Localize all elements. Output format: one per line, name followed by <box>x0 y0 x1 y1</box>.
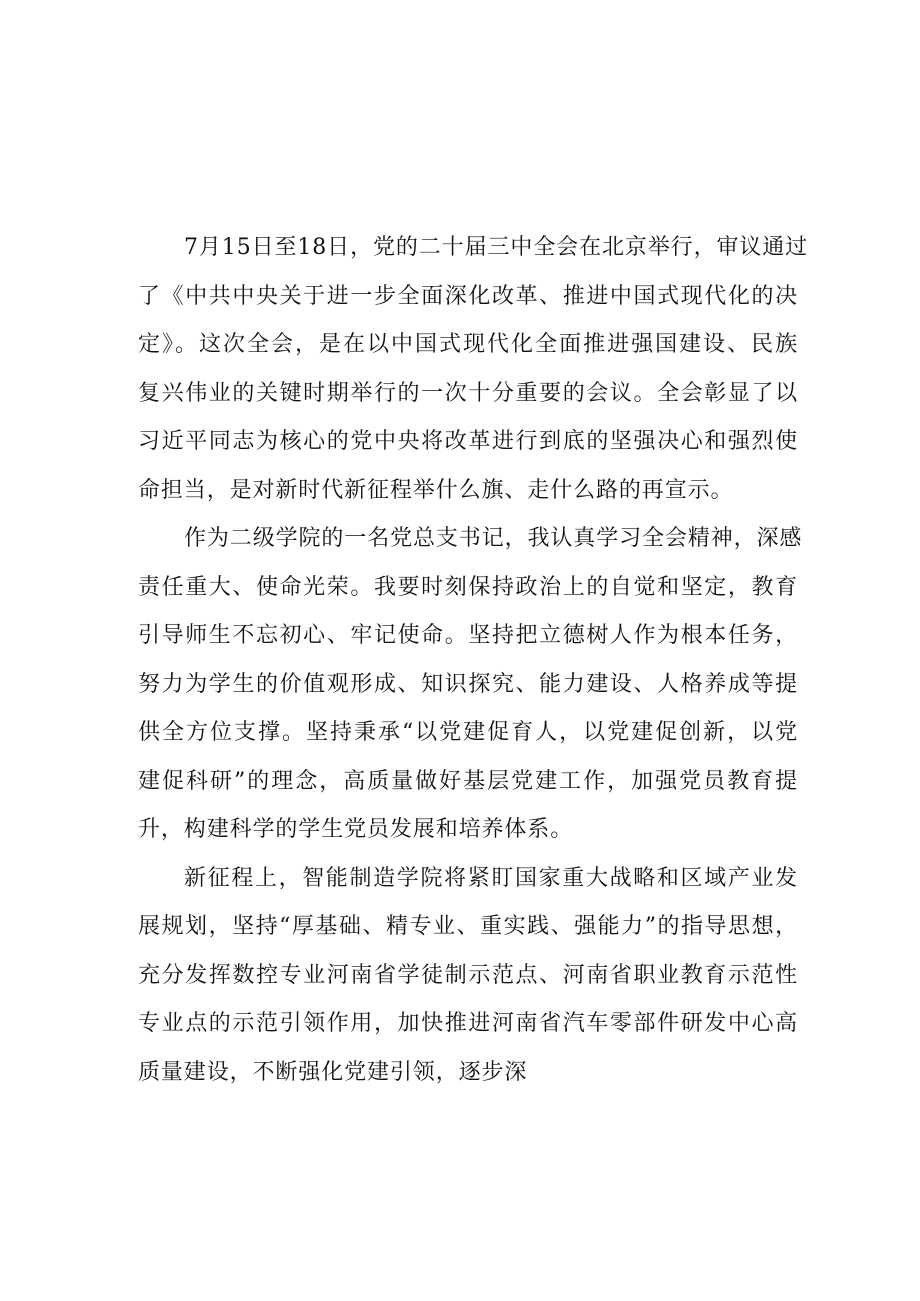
text-line: 复兴伟业的关键时期举行的一次十分重要的会议。全会彰显了以 <box>138 380 798 406</box>
document-body <box>138 224 809 1097</box>
text-line: 定》。这次全会，是在以中国式现代化全面推进强国建设、民族 <box>138 332 798 357</box>
text-line: 命担当，是对新时代新征程举什么旗、走什么路的再宣示。 <box>138 477 734 503</box>
text-line: 努力为学生的价值观形成、知识探究、能力建设、人格养成等提 <box>138 671 798 697</box>
paragraph-party-secretary <box>138 515 803 855</box>
paragraph-plenum <box>138 224 809 515</box>
text-line: 质量建设，不断强化党建引领，逐步深 <box>138 1059 528 1085</box>
text-line: 了《中共中央关于进一步全面深化改革、推进中国式现代化的决 <box>138 283 798 309</box>
text-line: 升，构建科学的学生党员发展和培养体系。 <box>138 817 574 842</box>
text-line: 引导师生不忘初心、牢记使命。坚持把立德树人作为根本任务， <box>138 623 798 648</box>
text-line: 作为二级学院的一名党总支书记，我认真学习全会精神，深感 <box>184 526 803 551</box>
text-line: 新征程上，智能制造学院将紧盯国家重大战略和区域产业发 <box>184 865 798 891</box>
text-line: 习近平同志为核心的党中央将改革进行到底的坚强决心和强烈使 <box>138 429 798 454</box>
text-line: 责任重大、使命光荣。我要时刻保持政治上的自觉和坚定，教育 <box>138 574 798 600</box>
text-line: 充分发挥数控专业河南省学徒制示范点、河南省职业教育示范性 <box>138 962 798 988</box>
text-line: 专业点的示范引领作用，加快推进河南省汽车零部件研发中心高 <box>138 1011 798 1036</box>
text-line: 7月15日至18日，党的二十届三中全会在北京举行，审议通过 <box>184 235 809 260</box>
text-line: 供全方位支撑。坚持秉承“以党建促育人，以党建促创新，以党 <box>138 720 798 745</box>
text-line: 展规划，坚持“厚基础、精专业、重实践、强能力”的指导思想， <box>138 914 798 939</box>
text-line: 建促科研”的理念，高质量做好基层党建工作，加强党员教育提 <box>138 768 798 794</box>
paragraph-new-journey <box>138 855 798 1098</box>
